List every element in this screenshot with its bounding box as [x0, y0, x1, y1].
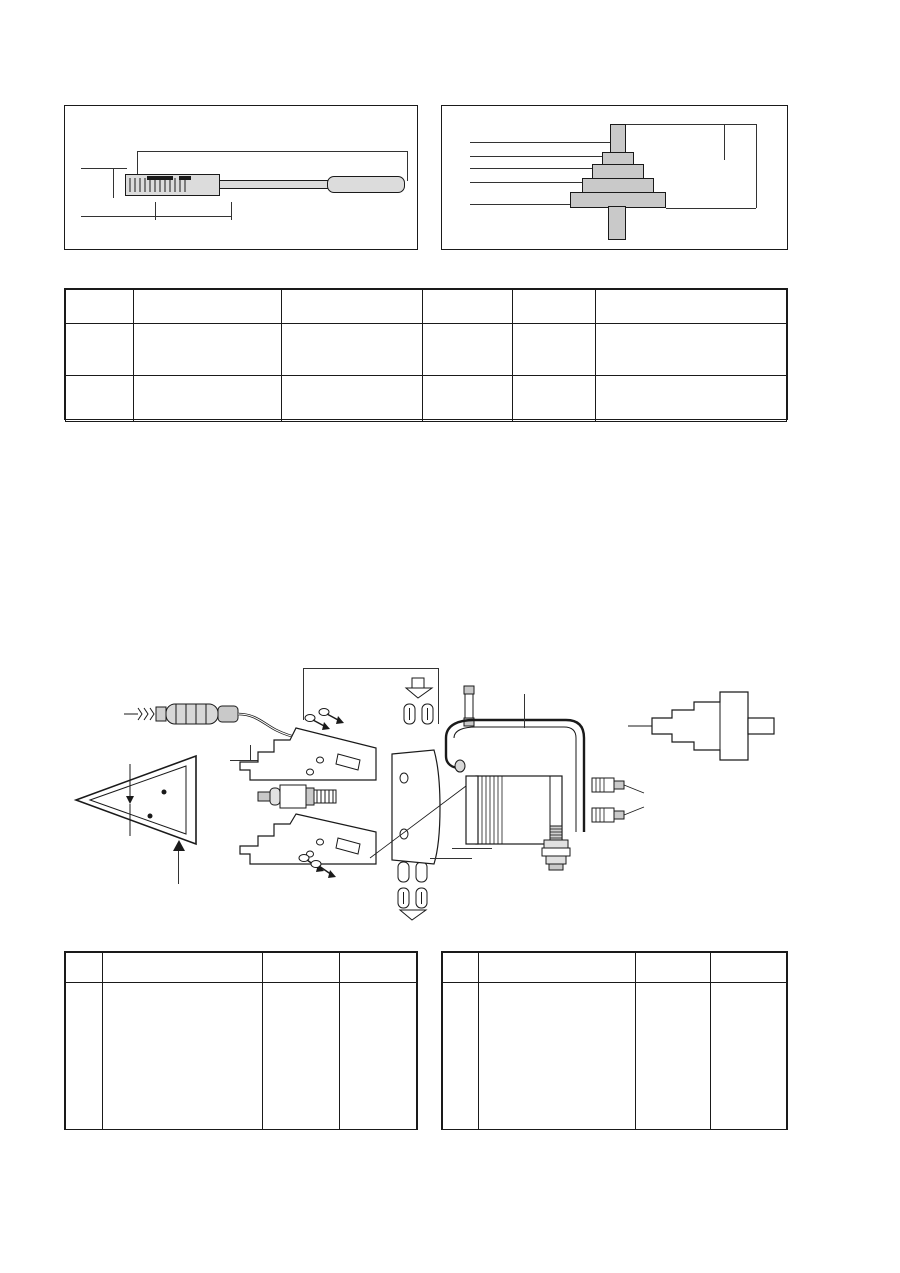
- parts-cell: [262, 953, 339, 983]
- cylinder-leader: [452, 848, 492, 849]
- parts-list-left: [64, 951, 418, 1130]
- bolt-pair-bottom: [392, 862, 438, 922]
- upper-side-plate: [234, 726, 380, 784]
- parts-cell: [711, 983, 787, 1130]
- parts-cell: [479, 953, 636, 983]
- parts-cell: [443, 953, 479, 983]
- parts-cell: [443, 983, 479, 1130]
- connector-pair: [592, 772, 648, 798]
- parts-cell: [339, 983, 416, 1130]
- parts-cell: [711, 953, 787, 983]
- stepped-nozzle: [628, 690, 788, 762]
- table-row: [66, 953, 417, 983]
- parts-cell: [66, 983, 103, 1130]
- parts-cell: [339, 953, 416, 983]
- screw-set-lower: [294, 848, 342, 882]
- parts-cell: [479, 983, 636, 1130]
- parts-list-right: [441, 951, 788, 1130]
- parts-cell: [66, 953, 103, 983]
- parts-cell: [635, 953, 711, 983]
- shield-plate-leader-2: [430, 858, 472, 859]
- parts-cell: [262, 983, 339, 1130]
- screw-set-upper: [300, 700, 348, 732]
- table-row: [66, 983, 417, 1130]
- connector-pair-second: [592, 802, 648, 828]
- spark-plug-assembly: [258, 782, 350, 812]
- parts-cell: [635, 983, 711, 1130]
- assembly-guide-top: [303, 668, 438, 669]
- bracket-leader-arrow: [172, 840, 186, 852]
- table-row: [443, 953, 787, 983]
- triangular-bracket: [74, 752, 204, 848]
- table-row: [443, 983, 787, 1130]
- bracket-leader-line: [178, 848, 179, 884]
- regulator-fitting: [538, 826, 574, 874]
- burner-tube-leader: [524, 694, 525, 728]
- parts-cell: [102, 983, 262, 1130]
- parts-cell: [102, 953, 262, 983]
